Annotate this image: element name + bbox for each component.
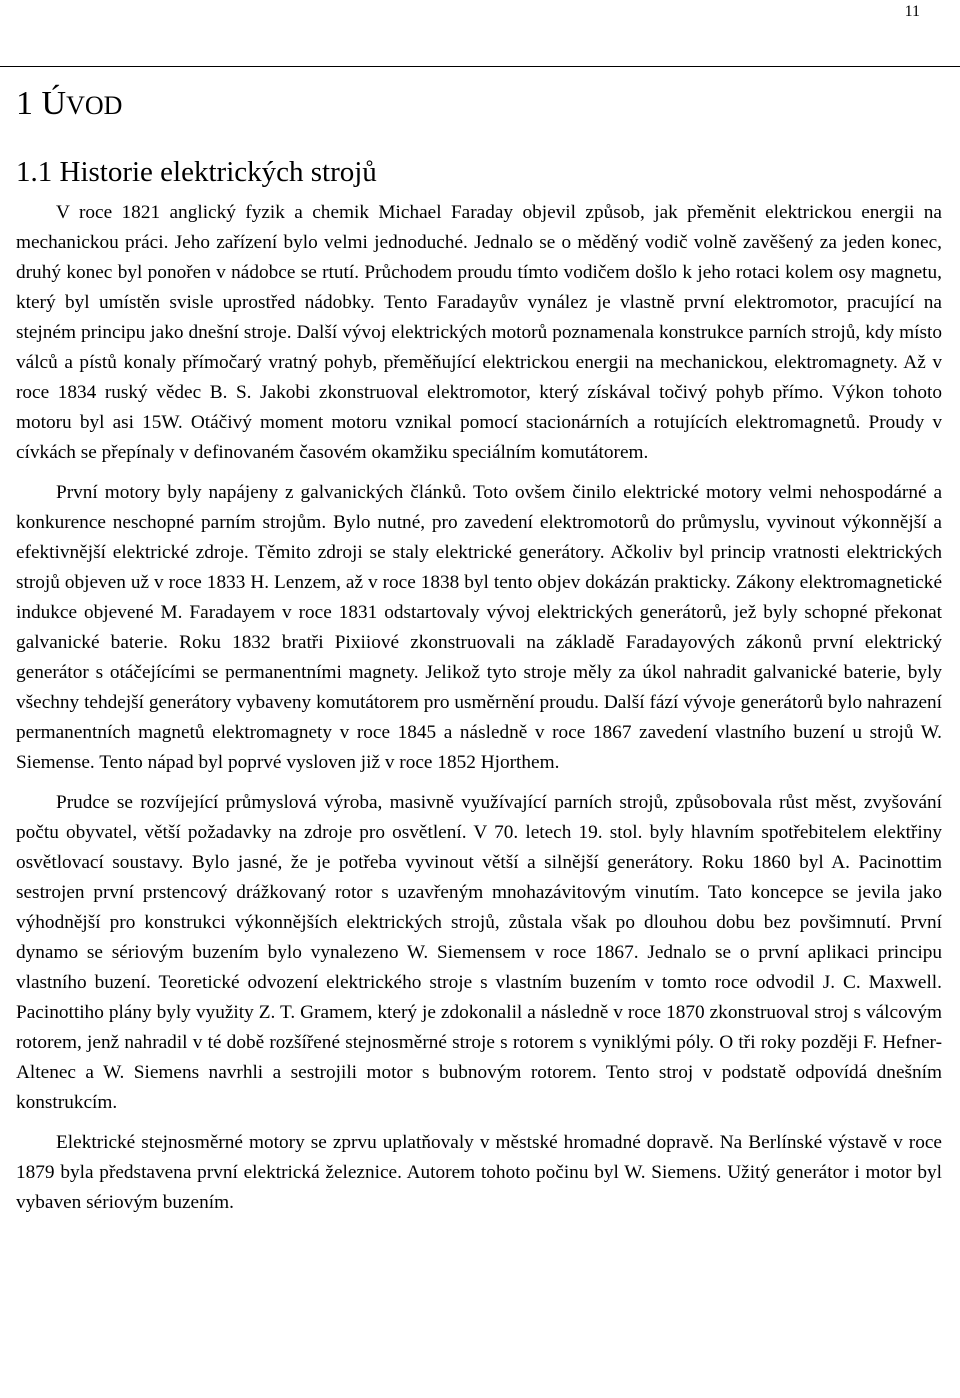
header-rule <box>0 66 960 67</box>
chapter-title-rest: VOD <box>66 91 123 120</box>
paragraph-faraday: V roce 1821 anglický fyzik a chemik Michael Faraday objevil způsob, jak přeměnit elektrickou energii na mechanickou práci. Jeho zařízení bylo velmi jednoduché. Jednalo se o měděný vodič volně zavěšený za jeden konec, druhý konec byl ponořen v nádobce se rtutí. Průchodem proudu tímto vodičem došlo k jeho rotaci kolem osy magnetu, který byl umístěn svisle uprostřed nádobky. Tento Faradayův vynález je vlastně první elektromotor, pracující na stejném principu jako dnešní stroje. Další vývoj elektrických motorů poznamenala konstrukce parních strojů, kdy místo válců a pístů konaly přímočarý vratný pohyb, přeměňující elektrickou energii na mechanickou, elektromagnety. Až v roce 1834 ruský vědec B. S. Jakobi zkonstruoval elektromotor, který získával točivý pohyb přímo. Výkon tohoto motoru byl asi 15W. Otáčivý moment motoru vznikal pomocí stacionárních a rotujících elektromagnetů. Proudy v cívkách se přepínaly v definovaném časovém okamžiku speciálním komutátorem. <box>16 202 942 463</box>
page-number: 11 <box>904 3 920 20</box>
section-heading: 1.1 Historie elektrických strojů <box>16 156 377 188</box>
chapter-heading <box>16 84 122 126</box>
paragraph-transport: Elektrické stejnosměrné motory se zprvu uplatňovaly v městské hromadné dopravě. Na Berlínské výstavě v roce 1879 byla představena první elektrická železnice. Autorem tohoto počinu byl W. Siemens. Užitý generátor i motor byl vybaven sériovým buzením. <box>16 1132 942 1213</box>
paragraph-industry: Prudce se rozvíjející průmyslová výroba, masivně využívající parních strojů, způsobovala růst měst, zvyšování počtu obyvatel, větší požadavky na zdroje pro osvětlení. V 70. letech 19. stol. byly hlavním spotřebitelem elektřiny osvětlovací soustavy. Bylo jasné, že je potřeba vyvinout větší a silnější generátory. Roku 1860 byl A. Pacinottim sestrojen první prstencový drážkovaný rotor s uzavřeným mnohazávitovým vinutím. Tato koncepce se jevila jako výhodnější pro konstrukci výkonnějších elektrických strojů, zůstala však po dlouhou dobu bez povšimnutí. První dynamo se sériovým buzením bylo vynalezeno W. Siemensem v roce 1867. Jednalo se o první aplikaci principu vlastního buzení. Teoretické odvození elektrického stroje s vlastním buzením v tomto roce odvodil J. C. Maxwell. Pacinottiho plány byly využity Z. T. Gramem, který je zdokonalil a následně v roce 1870 zkonstruoval stroj s válcovým rotorem, jenž nahradil v té době rozšířené stejnosměrné stroje s rotorem s vyniklými póly. O tři roky později F. Hefner-Altenec a W. Siemens navrhli a sestrojili motor s bubnovým rotorem. Tento stroj v podstatě odpovídá dnešním konstrukcím. <box>16 792 942 1113</box>
body-text <box>16 198 942 1218</box>
paragraph-generators: První motory byly napájeny z galvanických článků. Toto ovšem činilo elektrické motory velmi nehospodárné a konkurence neschopné parním strojům. Bylo nutné, pro zavedení elektromotorů do průmyslu, vyvinout výkonnější a efektivnější elektrické zdroje. Těmito zdroji se staly elektrické generátory. Ačkoliv byl princip vratnosti elektrických strojů objeven už v roce 1833 H. Lenzem, až v roce 1838 byl tento objev dokázán prakticky. Zákony elektromagnetické indukce objevené M. Faradayem v roce 1831 odstartovaly vývoj elektrických generátorů, jež byly schopné překonat galvanické baterie. Roku 1832 bratři Pixiiové zkonstruovali na základě Faradayových zákonů první elektrický generátor s otáčejícími se permanentními magnety. Jelikož tyto stroje měly za úkol nahradit galvanické baterie, byly všechny tehdejší generátory vybaveny komutátorem pro usměrnění proudu. Další fází vývoje generátorů bylo nahrazení permanentních magnetů elektromagnety v roce 1845 a následně v roce 1867 zavedení vlastního buzení u strojů W. Siemense. Tento nápad byl poprvé vysloven již v roce 1852 Hjorthem. <box>16 482 942 773</box>
chapter-title-initial: Ú <box>41 85 67 122</box>
chapter-number: 1 <box>16 85 33 122</box>
